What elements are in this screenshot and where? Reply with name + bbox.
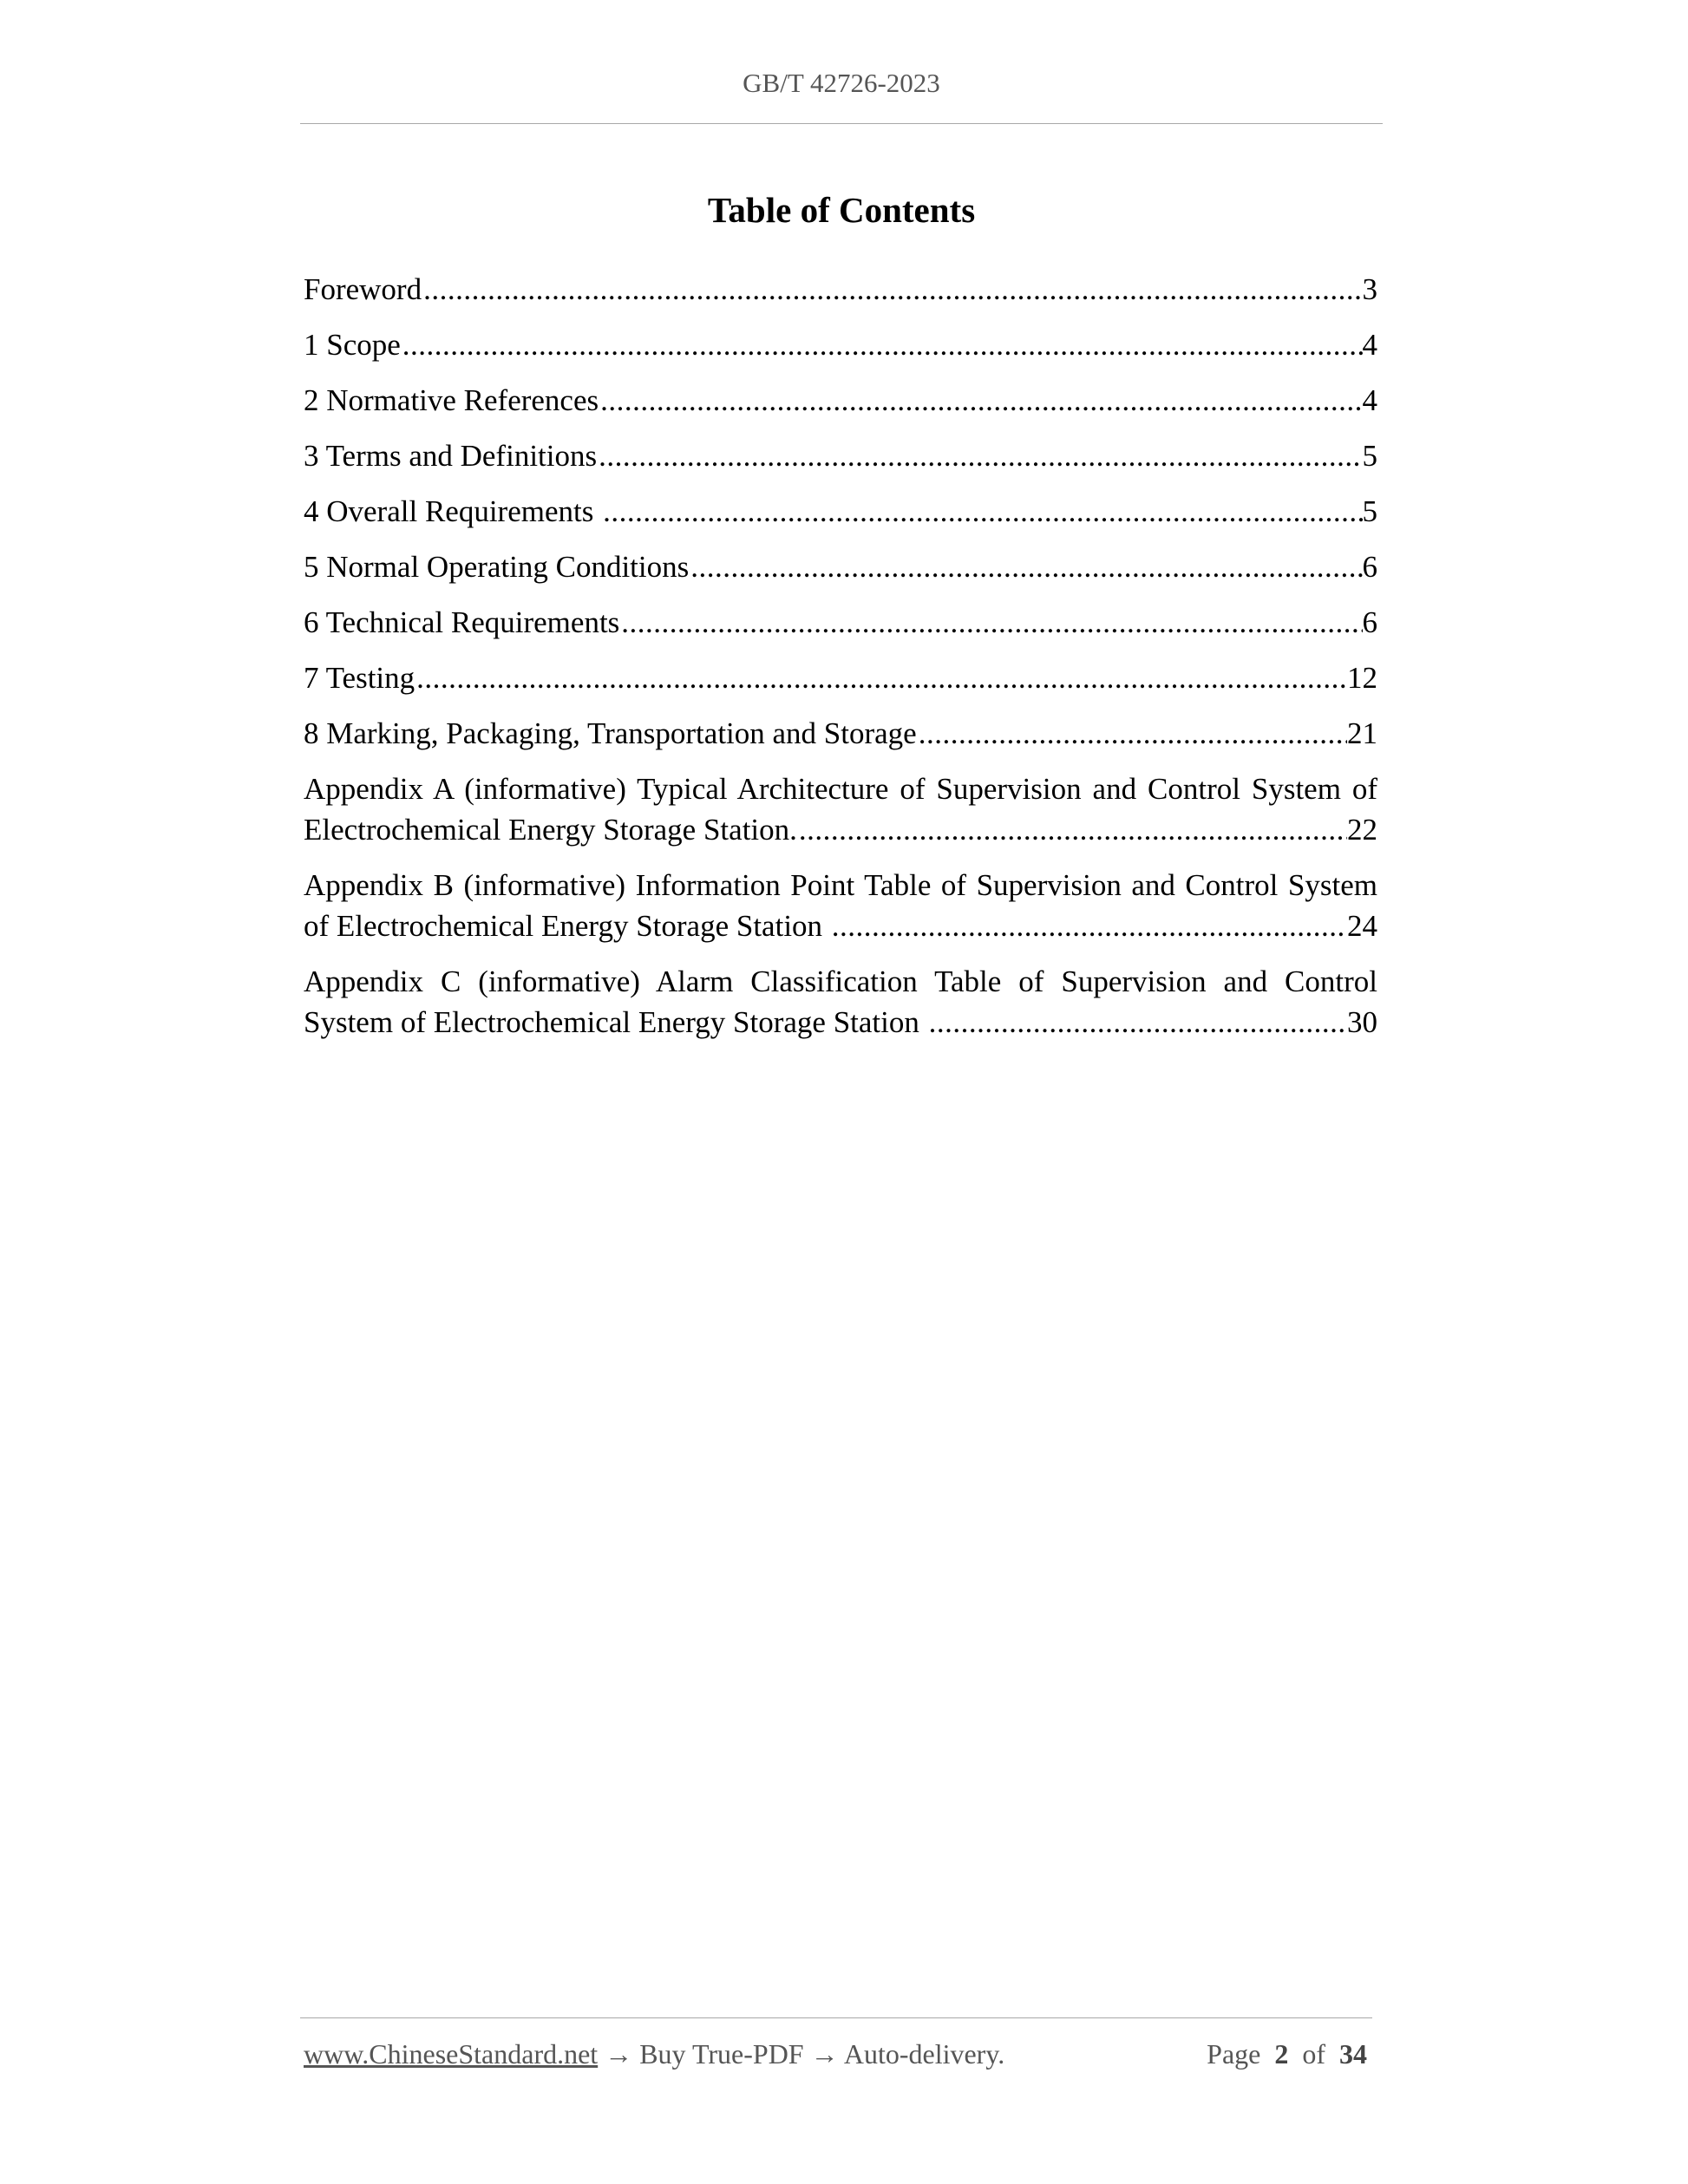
- toc-entry-testing[interactable]: [304, 657, 1377, 698]
- toc-entry-overall-requirements[interactable]: [304, 491, 1377, 532]
- toc-leader-dots: [416, 657, 1347, 698]
- toc-entry-text: 1 Scope: [304, 328, 401, 362]
- toc-leader-dots: [603, 491, 1362, 532]
- toc-entry-page: 6: [1362, 550, 1377, 584]
- toc-entry-text: 6 Technical Requirements: [304, 605, 620, 639]
- toc-leader-dots: [599, 435, 1362, 476]
- toc-entry-technical-requirements[interactable]: [304, 602, 1377, 643]
- toc-entry-text: 5 Normal Operating Conditions: [304, 550, 690, 584]
- toc-entry-page: 5: [1362, 494, 1377, 528]
- toc-entry-text-line2: of Electrochemical Energy Storage Station: [304, 909, 830, 943]
- toc-entry-text: Foreword: [304, 272, 422, 306]
- buy-true-pdf-text: Buy True-PDF: [639, 2038, 804, 2070]
- total-pages: 34: [1339, 2038, 1367, 2070]
- toc-entry-page: 4: [1362, 328, 1377, 362]
- page-number: [1207, 2038, 1367, 2070]
- toc-entry-text-line1: Appendix C (informative) Alarm Classification Table of Supervision and Control: [304, 964, 1377, 998]
- toc-entry-page: 5: [1362, 439, 1377, 473]
- toc-entry-text-line2: Electrochemical Energy Storage Station.: [304, 813, 797, 847]
- arrow-right-icon: →: [810, 2038, 839, 2070]
- toc-leader-dots: [832, 906, 1347, 946]
- toc-entry-terms-definitions[interactable]: [304, 435, 1377, 476]
- toc-entry-text: 4 Overall Requirements: [304, 494, 602, 528]
- toc-leader-dots: [929, 1002, 1347, 1043]
- toc-entry-marking-packaging[interactable]: [304, 713, 1377, 754]
- of-label: of: [1302, 2038, 1325, 2070]
- toc-entry-page: 30: [1347, 1005, 1377, 1039]
- toc-entry-page: 21: [1347, 716, 1377, 750]
- arrow-right-icon: →: [605, 2038, 633, 2070]
- toc-title: Table of Contents: [707, 190, 976, 230]
- site-link[interactable]: www.ChineseStandard.net: [304, 2038, 599, 2070]
- toc-entry-text: 3 Terms and Definitions: [304, 439, 598, 473]
- toc-leader-dots: [402, 324, 1363, 365]
- toc-entry-page: 24: [1347, 909, 1377, 943]
- toc-entry-page: 3: [1362, 272, 1377, 306]
- toc-entry-appendix-b[interactable]: [304, 865, 1377, 946]
- current-page: 2: [1274, 2038, 1289, 2070]
- footer-divider: [300, 2017, 1372, 2018]
- toc-entry-page: 22: [1347, 813, 1377, 847]
- toc-entry-text-line1: Appendix A (informative) Typical Architecture of Supervision and Control System of: [304, 772, 1377, 806]
- toc-entry-page: 6: [1362, 605, 1377, 639]
- toc-leader-dots: [799, 809, 1347, 850]
- header-divider: [300, 123, 1383, 124]
- toc-entry-appendix-a[interactable]: [304, 768, 1377, 850]
- toc-entry-text-line1: Appendix B (informative) Information Point Table of Supervision and Control System: [304, 868, 1377, 902]
- footer-promo: [304, 2038, 1004, 2070]
- toc-entry-text: 8 Marking, Packaging, Transportation and Storage: [304, 716, 917, 750]
- toc-entry-normal-operating-conditions[interactable]: [304, 546, 1377, 587]
- toc-entry-appendix-c[interactable]: [304, 961, 1377, 1043]
- toc-leader-dots: [423, 269, 1362, 310]
- toc-entry-page: 12: [1347, 661, 1377, 695]
- toc-entry-foreword[interactable]: [304, 269, 1377, 310]
- toc-entry-normative-references[interactable]: [304, 380, 1377, 421]
- toc-entry-text-line2: System of Electrochemical Energy Storage Station: [304, 1005, 927, 1039]
- toc-leader-dots: [690, 546, 1362, 587]
- toc-entry-text: 7 Testing: [304, 661, 415, 695]
- table-of-contents: [304, 269, 1377, 1057]
- toc-entry-page: 4: [1362, 383, 1377, 417]
- toc-leader-dots: [600, 380, 1362, 421]
- document-id-header: GB/T 42726-2023: [743, 68, 940, 98]
- auto-delivery-text: Auto-delivery.: [843, 2038, 1005, 2070]
- page-label: Page: [1207, 2038, 1261, 2070]
- toc-leader-dots: [919, 713, 1347, 754]
- toc-entry-text: 2 Normative References: [304, 383, 599, 417]
- toc-entry-scope[interactable]: [304, 324, 1377, 365]
- toc-leader-dots: [621, 602, 1362, 643]
